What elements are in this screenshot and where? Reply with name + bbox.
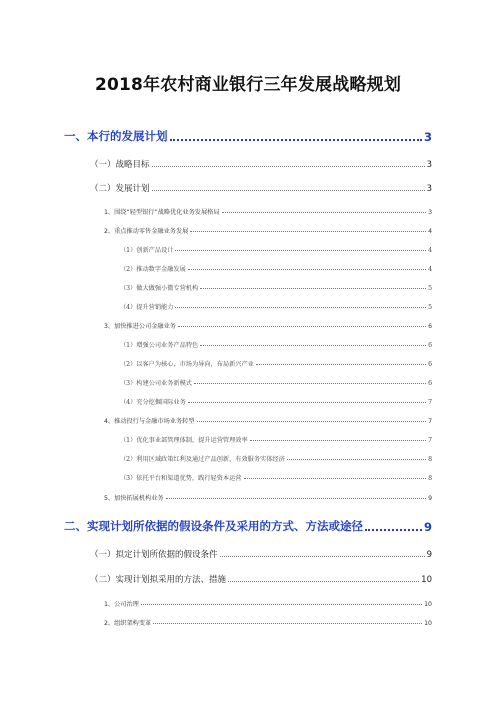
toc-entry[interactable] xyxy=(104,493,432,502)
toc-leader-dots xyxy=(200,345,426,346)
toc-leader-dots xyxy=(153,623,422,624)
toc-page-number: 9 xyxy=(423,520,432,534)
toc-page-number: 6 xyxy=(428,323,432,330)
toc-leader-dots xyxy=(178,326,426,327)
toc-leader-dots xyxy=(188,402,426,403)
toc-entry[interactable] xyxy=(120,378,432,387)
toc-entry[interactable] xyxy=(104,226,432,235)
toc-leader-dots xyxy=(200,288,426,289)
toc-page-number: 6 xyxy=(428,380,432,387)
toc-page-number: 6 xyxy=(428,361,432,368)
toc-entry[interactable] xyxy=(120,454,432,463)
toc-entry[interactable] xyxy=(64,518,432,534)
toc-entry[interactable] xyxy=(104,416,432,425)
toc-entry[interactable] xyxy=(104,321,432,330)
toc-leader-dots xyxy=(287,459,426,460)
toc-page-number: 3 xyxy=(426,160,432,170)
toc-entry-text: （2）以客户为核心，市场为导向，布局新兴产业 xyxy=(120,361,254,368)
toc-leader-dots xyxy=(197,421,427,422)
toc-entry-text: 1、围绕“轻型银行”战略优化业务发展格局 xyxy=(104,209,220,216)
toc-entry-text: （二）发展计划 xyxy=(90,184,150,194)
toc-page-number: 7 xyxy=(428,399,432,406)
toc-entry[interactable] xyxy=(120,397,432,406)
toc-leader-dots xyxy=(222,212,427,213)
toc-page-number: 3 xyxy=(426,184,432,194)
toc-entry-text: （1）优化事业部管理体制，提升运营管理效率 xyxy=(120,437,248,444)
toc-entry-text: （二）实现计划拟采用的方法、措施 xyxy=(90,575,227,585)
toc-leader-dots xyxy=(256,364,426,365)
toc-entry-text: （2）推动数字金融发展 xyxy=(120,266,186,273)
toc-entry[interactable] xyxy=(120,473,432,482)
document-title: 2018年农村商业银行三年发展战略规划 xyxy=(94,75,402,95)
toc-entry[interactable] xyxy=(120,359,432,368)
toc-leader-dots xyxy=(170,139,422,141)
toc-page-number: 8 xyxy=(428,475,432,482)
toc-leader-dots xyxy=(244,478,427,479)
toc-page-number: 7 xyxy=(428,437,432,444)
toc-page-number: 4 xyxy=(428,228,432,235)
toc-page-number: 8 xyxy=(428,456,432,463)
toc-entry-text: （一）战略目标 xyxy=(90,160,150,170)
toc-entry-text: 1、公司治理 xyxy=(104,601,139,608)
toc-leader-dots xyxy=(175,307,426,308)
toc-entry-text: 二、实现计划所依据的假设条件及采用的方式、方法或途径 xyxy=(64,519,363,533)
toc-entry[interactable] xyxy=(104,599,432,608)
toc-entry-text: （3）做大做强小微专营机构 xyxy=(120,285,199,292)
toc-leader-dots xyxy=(166,498,426,499)
toc-leader-dots xyxy=(152,166,425,167)
toc-page-number: 3 xyxy=(423,130,432,144)
toc-entry-text: 2、组织架构变革 xyxy=(104,620,152,627)
toc-entry[interactable] xyxy=(120,435,432,444)
toc-leader-dots xyxy=(175,250,426,251)
toc-leader-dots xyxy=(190,231,426,232)
toc-entry[interactable] xyxy=(120,283,432,292)
toc-page-number: 6 xyxy=(428,342,432,349)
toc-leader-dots xyxy=(250,440,426,441)
toc-page-number: 9 xyxy=(426,550,432,560)
toc-page-number: 5 xyxy=(428,285,432,292)
toc-leader-dots xyxy=(141,604,422,605)
toc-entry-text: （3）构建公司业务新模式 xyxy=(120,380,192,387)
toc-entry[interactable] xyxy=(120,264,432,273)
toc-entry[interactable] xyxy=(90,182,432,194)
toc-entry[interactable] xyxy=(120,302,432,311)
toc-entry-text: 4、推动投行与金融市场业务转型 xyxy=(104,418,195,425)
toc-page-number: 4 xyxy=(428,247,432,254)
toc-entry-text: 3、加快推进公司金融业务 xyxy=(104,323,176,330)
toc-leader-dots xyxy=(220,556,425,557)
toc-entry-text: （1）创新产品设计 xyxy=(120,247,174,254)
toc-page-number: 5 xyxy=(428,304,432,311)
toc-leader-dots xyxy=(194,383,426,384)
toc-entry-text: 2、重点推动零售金融业务发展 xyxy=(104,228,189,235)
toc-page-number: 10 xyxy=(424,620,432,627)
toc-page-number: 9 xyxy=(428,495,432,502)
toc-entry-text: 5、加快拓展机构业务 xyxy=(104,495,164,502)
toc-leader-dots xyxy=(228,581,419,582)
toc-entry[interactable] xyxy=(120,340,432,349)
toc-entry-text: （4）提升营销能力 xyxy=(120,304,174,311)
toc-entry-text: （4）充分挖掘国际业务 xyxy=(120,399,186,406)
toc-entry[interactable] xyxy=(104,618,432,627)
toc-entry-text: 一、本行的发展计划 xyxy=(64,129,168,143)
toc-entry[interactable] xyxy=(104,207,432,216)
toc-leader-dots xyxy=(365,529,422,531)
toc-leader-dots xyxy=(188,269,426,270)
toc-page-number: 3 xyxy=(428,209,432,216)
toc-page-number: 4 xyxy=(428,266,432,273)
toc-leader-dots xyxy=(152,190,425,191)
toc-page-number: 7 xyxy=(428,418,432,425)
toc-page-number: 10 xyxy=(424,601,432,608)
toc-entry-text: （3）依托平台和渠道优势，践行轻资本运营 xyxy=(120,475,242,482)
toc-page-number: 10 xyxy=(421,575,432,585)
toc-entry-text: （一）拟定计划所依据的假设条件 xyxy=(90,550,218,560)
toc-entry[interactable] xyxy=(90,158,432,170)
toc-entry-text: （2）利用区域政策红利及通过产品创新，有效服务实体经济 xyxy=(120,456,285,463)
toc-entry-text: （1）增强公司业务产品特色 xyxy=(120,342,199,349)
toc-entry[interactable] xyxy=(64,128,432,144)
toc-entry[interactable] xyxy=(90,573,432,585)
toc-entry[interactable] xyxy=(120,245,432,254)
toc-entry[interactable] xyxy=(90,548,432,560)
